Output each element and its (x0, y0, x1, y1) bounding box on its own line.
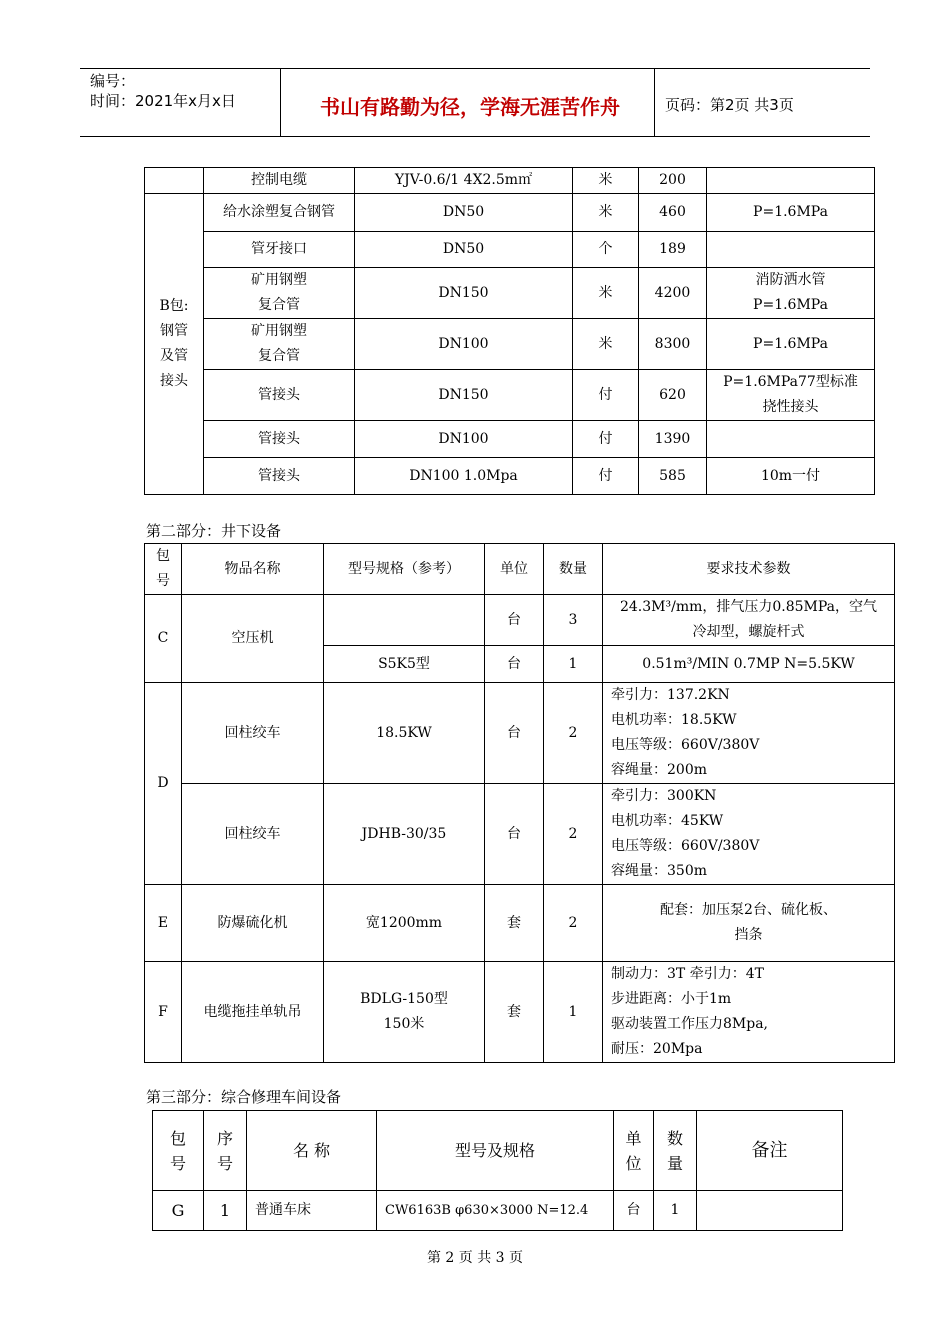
table-row (145, 421, 875, 458)
header-spec: 型号及规格 (377, 1111, 614, 1191)
item-spec (324, 595, 485, 646)
item-params: 制动力：3T 牵引力：4T 步进距离：小于1m 驱动装置工作压力8Mpa, 耐压：20Mpa (603, 962, 895, 1063)
item-name: 矿用钢塑 复合管 (204, 319, 355, 370)
page-footer: 第 2 页 共 3 页 (426, 1250, 524, 1266)
item-unit: 个 (573, 232, 639, 268)
item-note: P=1.6MPa (707, 319, 875, 370)
materials-table (144, 167, 875, 495)
item-spec: DN150 (355, 268, 573, 319)
item-params: 牵引力：300KN 电机功率：45KW 电压等级：660V/380V 容绳量：350m (603, 784, 895, 885)
item-spec: DN50 (355, 194, 573, 232)
item-spec: S5K5型 (324, 646, 485, 683)
item-unit: 台 (485, 646, 544, 683)
item-spec: DN150 (355, 370, 573, 421)
item-spec: 宽1200mm (324, 885, 485, 962)
item-unit: 付 (573, 370, 639, 421)
header-params: 要求技术参数 (603, 544, 895, 595)
item-spec: DN100 (355, 421, 573, 458)
item-params: 配套：加压泵2台、硫化板、 挡条 (603, 885, 895, 962)
item-unit: 台 (485, 683, 544, 784)
item-name: 给水涂塑复合钢管 (204, 194, 355, 232)
section-title-part2: 第二部分：井下设备 (146, 522, 282, 540)
table-row (153, 1191, 843, 1231)
item-spec: CW6163B φ630×3000 N=12.4 (377, 1191, 614, 1231)
table-header-row (145, 544, 895, 595)
item-name: 管接头 (204, 421, 355, 458)
package-e: E (145, 885, 182, 962)
item-qty: 585 (639, 458, 707, 495)
item-qty: 4200 (639, 268, 707, 319)
item-name: 电缆拖挂单轨吊 (182, 962, 324, 1063)
underground-equipment-table (144, 543, 895, 1063)
item-name: 矿用钢塑 复合管 (204, 268, 355, 319)
header-spec: 型号规格（参考） (324, 544, 485, 595)
time-label: 时间：2021年x月x日 (90, 92, 236, 110)
table-row (145, 319, 875, 370)
package-g: G (153, 1191, 204, 1231)
item-name: 防爆硫化机 (182, 885, 324, 962)
item-unit: 米 (573, 194, 639, 232)
table-row (145, 784, 895, 885)
item-note: 10m一付 (707, 458, 875, 495)
table-row (145, 268, 875, 319)
item-qty: 2 (544, 885, 603, 962)
item-spec: YJV-0.6/1 4X2.5m㎡ (355, 168, 573, 194)
item-spec: DN100 1.0Mpa (355, 458, 573, 495)
header-unit: 单 位 (614, 1111, 654, 1191)
section-title-part3: 第三部分：综合修理车间设备 (146, 1088, 342, 1106)
item-qty: 8300 (639, 319, 707, 370)
table-row (145, 232, 875, 268)
item-note (707, 168, 875, 194)
header-qty: 数量 (544, 544, 603, 595)
item-qty: 2 (544, 683, 603, 784)
item-unit: 台 (614, 1191, 654, 1231)
header-package: 包 号 (145, 544, 182, 595)
item-unit: 套 (485, 885, 544, 962)
item-seq: 1 (204, 1191, 247, 1231)
package-c: C (145, 595, 182, 683)
page-header (80, 68, 870, 137)
header-meta (90, 71, 236, 111)
item-unit: 米 (573, 319, 639, 370)
table-row (145, 595, 895, 646)
workshop-equipment-table (152, 1110, 843, 1231)
item-name: 回柱绞车 (182, 784, 324, 885)
table-row (145, 885, 895, 962)
item-params: 0.51m³/MIN 0.7MP N=5.5KW (603, 646, 895, 683)
header-package: 包 号 (153, 1111, 204, 1191)
number-label: 编号： (90, 72, 136, 90)
item-note: P=1.6MPa77型标准 挠性接头 (707, 370, 875, 421)
item-name: 管接头 (204, 458, 355, 495)
item-qty: 200 (639, 168, 707, 194)
item-qty: 620 (639, 370, 707, 421)
item-unit: 付 (573, 458, 639, 495)
header-qty: 数 量 (654, 1111, 697, 1191)
package-f: F (145, 962, 182, 1063)
item-name: 普通车床 (247, 1191, 377, 1231)
item-spec: 18.5KW (324, 683, 485, 784)
item-spec: BDLG-150型 150米 (324, 962, 485, 1063)
item-name: 管接头 (204, 370, 355, 421)
item-qty: 460 (639, 194, 707, 232)
item-qty: 2 (544, 784, 603, 885)
item-spec: DN100 (355, 319, 573, 370)
table-row (145, 458, 875, 495)
item-unit: 台 (485, 595, 544, 646)
header-seq: 序 号 (204, 1111, 247, 1191)
item-name: 空压机 (182, 595, 324, 683)
item-params: 牵引力：137.2KN 电机功率：18.5KW 电压等级：660V/380V 容绳量：200m (603, 683, 895, 784)
package-d: D (145, 683, 182, 885)
item-note: P=1.6MPa (707, 194, 875, 232)
table-row (145, 370, 875, 421)
table-row (145, 962, 895, 1063)
table-row (145, 683, 895, 784)
item-qty: 189 (639, 232, 707, 268)
item-qty: 1390 (639, 421, 707, 458)
item-qty: 1 (544, 646, 603, 683)
item-unit: 台 (485, 784, 544, 885)
table-header-row (153, 1111, 843, 1191)
item-qty: 1 (544, 962, 603, 1063)
item-name: 控制电缆 (204, 168, 355, 194)
item-unit: 米 (573, 168, 639, 194)
header-unit: 单位 (485, 544, 544, 595)
table-cell (145, 168, 204, 194)
item-note: 消防洒水管 P=1.6MPa (707, 268, 875, 319)
item-qty: 3 (544, 595, 603, 646)
item-unit: 付 (573, 421, 639, 458)
item-note (707, 421, 875, 458)
table-row (145, 168, 875, 194)
item-note (697, 1191, 843, 1231)
header-name: 物品名称 (182, 544, 324, 595)
item-params: 24.3M³/mm，排气压力0.85MPa，空气 冷却型，螺旋杆式 (603, 595, 895, 646)
item-qty: 1 (654, 1191, 697, 1231)
item-unit: 套 (485, 962, 544, 1063)
item-name: 回柱绞车 (182, 683, 324, 784)
item-spec: JDHB-30/35 (324, 784, 485, 885)
header-name: 名 称 (247, 1111, 377, 1191)
package-b-label: B包: 钢管 及管 接头 (145, 194, 204, 495)
header-motto: 书山有路勤为径，学海无涯苦作舟 (320, 95, 620, 119)
item-spec: DN50 (355, 232, 573, 268)
item-note (707, 232, 875, 268)
item-unit: 米 (573, 268, 639, 319)
table-row (145, 194, 875, 232)
item-name: 管牙接口 (204, 232, 355, 268)
header-note: 备注 (697, 1111, 843, 1191)
page-indicator: 页码：第2页 共3页 (665, 96, 794, 114)
